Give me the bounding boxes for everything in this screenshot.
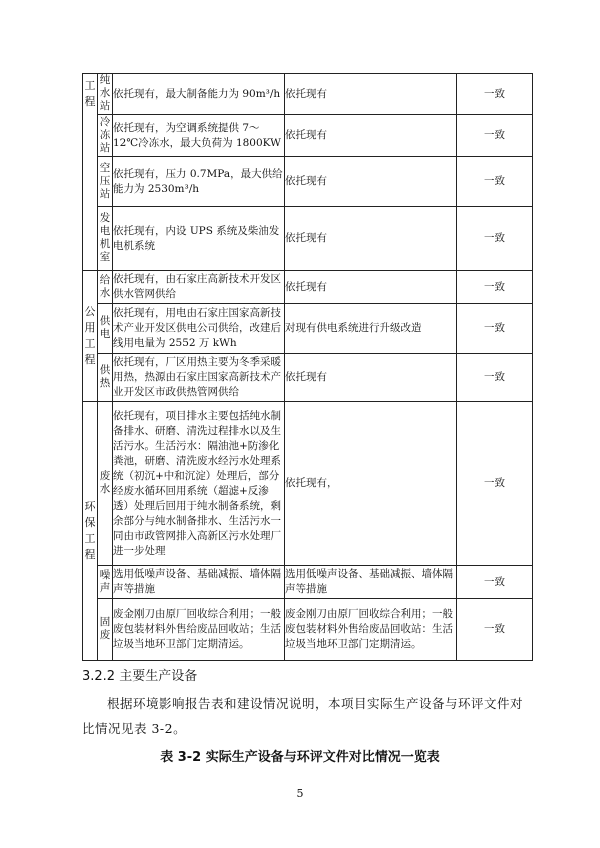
category-cell: 环保工程 <box>83 402 98 661</box>
table-row <box>83 115 533 157</box>
result-cell: 一致 <box>457 157 533 207</box>
env-assessment-cell: 依托现有，项目排水主要包括纯水制备排水、研磨、清洗过程排水以及生活污水。生活污水：隔油池+防渗化粪池，研磨、清洗废水经污水处理系统（初沉+中和沉淀）处理后，部分经废水循环回用系统（超滤+反渗透）处理后回用于纯水制备系统，剩余部分与纯水制备排水、生活污水一同由市政管网排入高新区污水处理厂进一步处理 <box>113 402 285 566</box>
subcategory-cell: 供热 <box>98 354 113 402</box>
subcategory-cell: 发电机室 <box>98 207 113 271</box>
actual-cell: 依托现有 <box>285 207 457 271</box>
section-heading: 3.2.2 主要生产设备 <box>82 669 198 684</box>
subcategory-cell: 噪声 <box>98 566 113 599</box>
result-cell: 一致 <box>457 304 533 354</box>
env-assessment-cell: 依托现有，为空调系统提供 7～12℃冷冻水，最大负荷为 1800KW <box>113 115 285 157</box>
subcategory-cell: 废水 <box>98 402 113 566</box>
result-cell: 一致 <box>457 402 533 566</box>
result-cell: 一致 <box>457 271 533 304</box>
table-row <box>83 566 533 599</box>
subcategory-cell: 固废 <box>98 599 113 661</box>
table-row <box>83 599 533 661</box>
env-assessment-cell: 选用低噪声设备、基础减振、墙体隔声等措施 <box>113 566 285 599</box>
subcategory-cell: 给水 <box>98 271 113 304</box>
actual-cell: 依托现有， <box>285 402 457 566</box>
table-row <box>83 304 533 354</box>
table-row <box>83 157 533 207</box>
body-paragraph: 根据环境影响报告表和建设情况说明，本项目实际生产设备与环评文件对比情况见表 3-2。 <box>82 696 524 736</box>
subcategory-cell: 冷冻站 <box>98 115 113 157</box>
table-row <box>83 74 533 115</box>
actual-cell: 废金刚刀由原厂回收综合利用；一般废包装材料外售给废品回收站：生活垃圾当地环卫部门定期清运。 <box>285 599 457 661</box>
subcategory-cell: 空压站 <box>98 157 113 207</box>
env-assessment-cell: 依托现有，厂区用热主要为冬季采暖用热，热源由石家庄国家高新技术产业开发区市政供热管网供给 <box>113 354 285 402</box>
comparison-table <box>82 73 533 661</box>
subcategory-cell: 供电 <box>98 304 113 354</box>
env-assessment-cell: 依托现有，压力 0.7MPa，最大供给能力为 2530m³/h <box>113 157 285 207</box>
env-assessment-cell: 依托现有，由石家庄高新技术开发区供水管网供给 <box>113 271 285 304</box>
page-number: 5 <box>296 787 304 800</box>
result-cell: 一致 <box>457 566 533 599</box>
env-assessment-cell: 依托现有，用电由石家庄国家高新技术产业开发区供电公司供给，改建后线用电量为 2552 万 kWh <box>113 304 285 354</box>
result-cell: 一致 <box>457 354 533 402</box>
result-cell: 一致 <box>457 207 533 271</box>
table-caption: 表 3-2 实际生产设备与环评文件对比情况一览表 <box>160 750 440 765</box>
env-assessment-cell: 依托现有，内设 UPS 系统及柴油发电机系统 <box>113 207 285 271</box>
actual-cell: 依托现有 <box>285 74 457 115</box>
table-row <box>83 271 533 304</box>
table-row <box>83 354 533 402</box>
actual-cell: 对现有供电系统进行升级改造 <box>285 304 457 354</box>
table-row <box>83 207 533 271</box>
actual-cell: 依托现有 <box>285 157 457 207</box>
table-row <box>83 402 533 566</box>
actual-cell: 依托现有 <box>285 115 457 157</box>
result-cell: 一致 <box>457 115 533 157</box>
env-assessment-cell: 依托现有，最大制备能力为 90m³/h <box>113 74 285 115</box>
actual-cell: 选用低噪声设备、基础减振、墙体隔声等措施 <box>285 566 457 599</box>
result-cell: 一致 <box>457 599 533 661</box>
actual-cell: 依托现有 <box>285 354 457 402</box>
category-cell: 公用工程 <box>83 271 98 402</box>
env-assessment-cell: 废金刚刀由原厂回收综合利用；一般废包装材料外售给废品回收站；生活垃圾当地环卫部门定期清运。 <box>113 599 285 661</box>
result-cell: 一致 <box>457 74 533 115</box>
subcategory-cell: 纯水站 <box>98 74 113 115</box>
actual-cell: 依托现有 <box>285 271 457 304</box>
category-cell: 工程 <box>83 74 98 271</box>
